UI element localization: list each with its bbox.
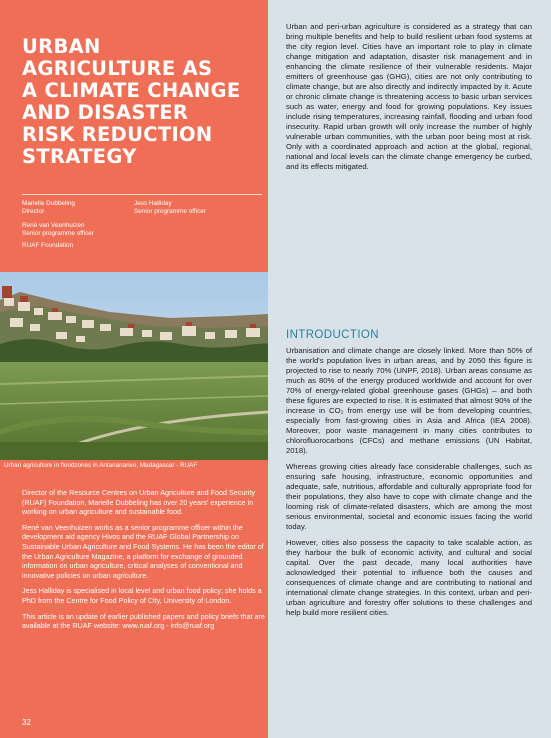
bio-paragraph: Jess Halliday is specialised in local level and urban food policy; she holds a PhD from the Centre for Food Policy of City, University of London. <box>22 586 262 605</box>
title-line: URBAN <box>22 35 101 58</box>
floodzone-landscape-image <box>0 272 268 460</box>
author-entry <box>134 200 206 215</box>
author-entry <box>22 200 75 215</box>
author-name: Marielle Dubbeling <box>22 200 75 207</box>
author-role: Senior programme officer <box>22 229 94 237</box>
abstract-paragraph: Urban and peri-urban agriculture is considered as a strategy that can bring multiple benefits and help to build resilient urban food systems at the city region level. Cities have an important role to play in climate change mitigation and adaptation, disaster risk management and in enhancing the climate resilience of their vulnerable residents. Major emitters of greenhouse gas (GHG), cities are not only contributing to climate change, but are also directly and indirectly impacted by it. Acute or chronic climate change is threatening access to basic urban services such as water, energy and food for growing populations. Key issues include rising temperatures, increasing rainfall, flooding and urban food insecurity. Rapid urban growth will only increase the number of highly vulnerable urban communities, with the urban poor being most at risk. Only with a coordinated approach and action at the global, regional, national and local levels can the climate change emergency be curbed, and its effects mitigated. <box>286 22 532 171</box>
bio-paragraph: René van Veenhuizen works as a senior programme officer within the development aid agency Hivos and the RUAF Global Partnership on Sustainable Urban Agriculture and Food Systems. He has been the editor of the Urban Agriculture Magazine, a platform for exchange of grounded information on urban agriculture, critical analyses of conventional and innovative policies on urban agriculture. <box>22 522 264 580</box>
title-line: STRATEGY <box>22 145 137 168</box>
author-entry <box>22 222 94 237</box>
title-line: A CLIMATE CHANGE <box>22 79 241 102</box>
title-line: AND DISASTER <box>22 101 189 124</box>
abstract <box>286 22 532 178</box>
title-line: AGRICULTURE AS <box>22 57 213 80</box>
intro-paragraph: However, cities also possess the capacity to take scalable action, as they harbour the bulk of economic activity, and cultural and social capital. Over the past decade, many local authorities have acknowledged their potential to influence both the causes and consequences of climate change and are contributing to national and international climate change strategies. In this context, urban and peri-urban agriculture and forestry offer solutions to these challenges and help build more resilient cities. <box>286 538 532 617</box>
photo-caption: Urban agriculture in floodzones in Antananarivo, Madagascar - RUAF <box>4 462 198 469</box>
bio-paragraph: This article is an update of earlier published papers and policy briefs that are available at the RUAF website: www.ruaf.org - info@ruaf.org <box>22 611 265 631</box>
page-number: 32 <box>22 718 31 727</box>
intro-paragraph: Urbanisation and climate change are closely linked. More than 50% of the world's population lives in urban areas, and by 2050 this figure is projected to rise to nearly 70% (UNPF, 2018). Urban areas consume as much as 80% of the energy produced worldwide and account for over 70% of energy-related global greenhouse gases (GHGs) – and both these figures are expected to rise. It is estimated that almost 90% of the increase in CO₂ from energy use will be from developing countries, especially from fast-growing cities in Asia and Africa (IEA 2008). Moreover, poor waste management in many cities contributes to chlorofluorocarbons (CFCs) and methane emissions (UN Habitat, 2018). <box>286 346 532 455</box>
organization-name: RUAF Foundation <box>22 242 74 249</box>
section-heading: INTRODUCTION <box>286 329 379 341</box>
bio-paragraph: Director of the Resource Centres on Urban Agriculture and Food Security (RUAF) Foundation, Marielle Dubbeling has over 20 years' experience in working on urban agriculture and sustainable food. <box>22 488 255 517</box>
article-title <box>22 36 262 168</box>
author-bios <box>22 488 266 637</box>
author-role: Director <box>22 207 45 215</box>
author-name: Jess Halliday <box>134 200 172 207</box>
introduction-section <box>286 330 532 624</box>
article-photo <box>0 272 268 460</box>
left-panel <box>0 0 268 738</box>
author-role: Senior programme officer <box>134 207 206 215</box>
intro-paragraph: Whereas growing cities already face considerable challenges, such as ensuring safe housing, infrastructure, economic opportunities and adequate, safe, nutritious, affordable and culturally appropriate food for their populations, they also have to cope with climate change and the looming risk of climate-related disasters, which are among the most serious environmental, societal and economic issues facing the world today. <box>286 462 532 531</box>
author-name: René van Veenhuizen <box>22 222 85 229</box>
title-divider <box>22 194 262 195</box>
title-line: RISK REDUCTION <box>22 123 213 146</box>
